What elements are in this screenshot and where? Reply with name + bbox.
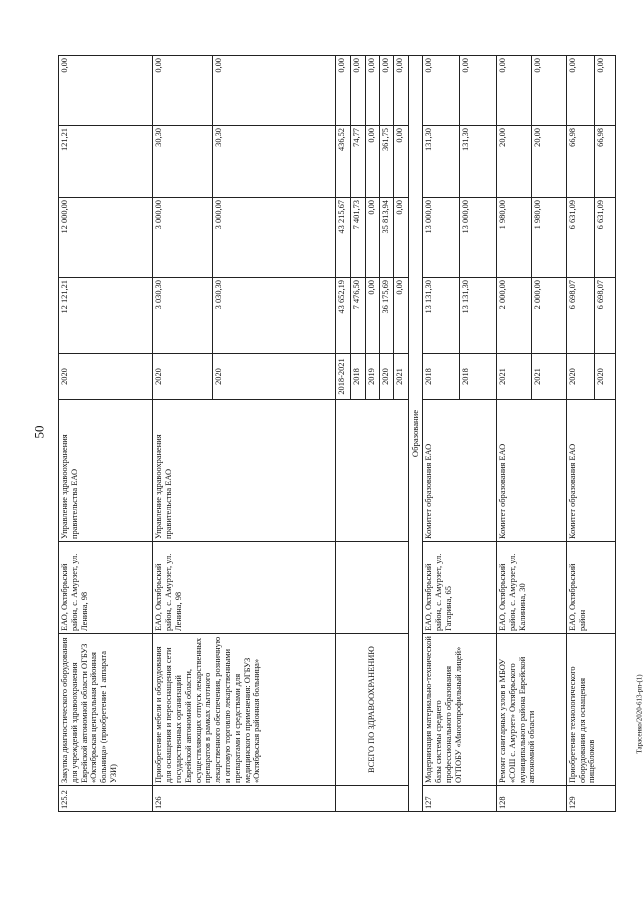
federal-cell: 7 401,73	[351, 198, 365, 278]
other-cell: 0,00	[394, 56, 408, 126]
regional-cell: 30,30	[153, 126, 212, 198]
row-number: 129	[566, 786, 615, 812]
total-label: ВСЕГО ПО ЗДРАВООХРАНЕНИЮ	[335, 634, 408, 786]
table-row	[423, 56, 460, 812]
event-address: ЕАО, Октябрьский район, с. Амурзет, ул. Калинина, 30	[496, 542, 566, 634]
federal-cell: 6 631,09	[566, 198, 595, 278]
row-number: 127	[423, 786, 497, 812]
regional-cell: 66,98	[595, 126, 616, 198]
other-cell: 0,00	[351, 56, 365, 126]
regional-cell: 0,00	[394, 126, 408, 198]
federal-cell: 12 000,00	[59, 198, 153, 278]
table-row	[566, 56, 595, 812]
event-name: Приобретение технологического оборудования для оснащения пищеблоков	[566, 634, 615, 786]
table-row	[153, 56, 212, 812]
budget-table	[58, 55, 616, 812]
federal-cell: 35 813,94	[380, 198, 394, 278]
federal-cell: 13 000,00	[460, 198, 497, 278]
responsible-body: Управление здравоохранения правительства ЕАО	[59, 400, 153, 542]
row-number	[335, 786, 408, 812]
responsible-body: Комитет образования ЕАО	[423, 400, 497, 542]
other-cell: 0,00	[153, 56, 212, 126]
federal-cell: 43 215,67	[335, 198, 350, 278]
total-cell: 3 030,30	[153, 278, 212, 354]
regional-cell: 20,00	[531, 126, 566, 198]
year-cell: 2020	[380, 354, 394, 400]
page-number: 50	[31, 425, 47, 439]
other-cell: 0,00	[365, 56, 379, 126]
year-cell: 2018-2021	[335, 354, 350, 400]
total-cell: 0,00	[365, 278, 379, 354]
year-cell: 2020	[212, 354, 335, 400]
event-name: Модернизация материально-технической базы системы среднего профессионального образования ОГПОБУ «Многопрофильный лицей»	[423, 634, 497, 786]
regional-cell: 74,77	[351, 126, 365, 198]
event-address: ЕАО, Октябрьский район, с. Амурзет, ул. Ленина, 98	[59, 542, 153, 634]
other-cell: 0,00	[335, 56, 350, 126]
regional-cell: 361,75	[380, 126, 394, 198]
event-address	[335, 542, 408, 634]
total-cell: 2 000,00	[531, 278, 566, 354]
total-cell: 0,00	[394, 278, 408, 354]
regional-cell: 0,00	[365, 126, 379, 198]
federal-cell: 1 980,00	[531, 198, 566, 278]
rotated-table-container	[58, 56, 616, 812]
row-number: 126	[153, 786, 336, 812]
year-cell: 2020	[566, 354, 595, 400]
other-cell: 0,00	[423, 56, 460, 126]
federal-cell: 0,00	[365, 198, 379, 278]
year-cell: 2018	[423, 354, 460, 400]
row-number: 128	[496, 786, 566, 812]
table-row	[496, 56, 531, 812]
other-cell: 0,00	[380, 56, 394, 126]
total-cell: 3 030,30	[212, 278, 335, 354]
responsible-body: Комитет образования ЕАО	[566, 400, 615, 542]
row-number: 125.2	[59, 786, 153, 812]
other-cell: 0,00	[496, 56, 531, 126]
other-cell: 0,00	[531, 56, 566, 126]
regional-cell: 30,30	[212, 126, 335, 198]
event-address: ЕАО, Октябрьский район, с. Амурзет, ул. Гагарина, 65	[423, 542, 497, 634]
year-cell: 2021	[394, 354, 408, 400]
year-cell: 2021	[531, 354, 566, 400]
event-name: Приобретение мебели и оборудования для оснащения и переоснащения сети государственных организаций Еврейской автономной области, осуществляющих отпуск лекарственных препаратов в рамках льготного лекарственного обеспечения, розничную и оптовую торговлю лекарственными препаратами и средствами для медицинского применения: ОГБУЗ «Октябрьская районная больница»	[153, 634, 336, 786]
other-cell: 0,00	[566, 56, 595, 126]
regional-cell: 131,30	[460, 126, 497, 198]
table-row	[59, 56, 153, 812]
total-cell: 36 175,69	[380, 278, 394, 354]
total-cell: 7 476,50	[351, 278, 365, 354]
event-address: ЕАО, Октябрьский район, с. Амурзет, ул. Ленина, 98	[153, 542, 336, 634]
other-cell: 0,00	[59, 56, 153, 126]
section-title: Образование	[408, 56, 422, 812]
year-cell: 2020	[59, 354, 153, 400]
total-cell: 43 652,19	[335, 278, 350, 354]
responsible-body: Управление здравоохранения правительства ЕАО	[153, 400, 336, 542]
regional-cell: 131,30	[423, 126, 460, 198]
regional-cell: 20,00	[496, 126, 531, 198]
federal-cell: 13 000,00	[423, 198, 460, 278]
regional-cell: 121,21	[59, 126, 153, 198]
year-cell: 2020	[595, 354, 616, 400]
year-cell: 2018	[460, 354, 497, 400]
total-cell: 12 121,21	[59, 278, 153, 354]
federal-cell: 6 631,09	[595, 198, 616, 278]
event-name: Ремонт санитарных узлов в МБОУ «СОШ с. Амурзет» Октябрьского муниципального района Еврейской автономной области	[496, 634, 566, 786]
federal-cell: 0,00	[394, 198, 408, 278]
federal-cell: 3 000,00	[153, 198, 212, 278]
year-cell: 2019	[365, 354, 379, 400]
other-cell: 0,00	[460, 56, 497, 126]
year-cell: 2018	[351, 354, 365, 400]
responsible-body: Комитет образования ЕАО	[496, 400, 566, 542]
total-cell: 2 000,00	[496, 278, 531, 354]
other-cell: 0,00	[595, 56, 616, 126]
federal-cell: 3 000,00	[212, 198, 335, 278]
year-cell: 2021	[496, 354, 531, 400]
federal-cell: 1 980,00	[496, 198, 531, 278]
total-cell: 13 131,30	[460, 278, 497, 354]
year-cell: 2020	[153, 354, 212, 400]
regional-cell: 66,98	[566, 126, 595, 198]
responsible-body	[335, 400, 408, 542]
total-cell: 6 698,07	[566, 278, 595, 354]
event-address: ЕАО, Октябрьский район	[566, 542, 615, 634]
regional-cell: 436,52	[335, 126, 350, 198]
document-footer: Тарасенко/2020-613-рп-(1)	[635, 674, 644, 754]
event-name: Закупка диагностического оборудования для учреждений здравоохранения Еврейской автономной области ОГБУЗ «Октябрьская центральная районная больница» (приобретение 1 аппарата УЗИ)	[59, 634, 153, 786]
total-cell: 13 131,30	[423, 278, 460, 354]
other-cell: 0,00	[212, 56, 335, 126]
total-cell: 6 698,07	[595, 278, 616, 354]
total-row	[335, 56, 350, 812]
section-row	[408, 56, 422, 812]
